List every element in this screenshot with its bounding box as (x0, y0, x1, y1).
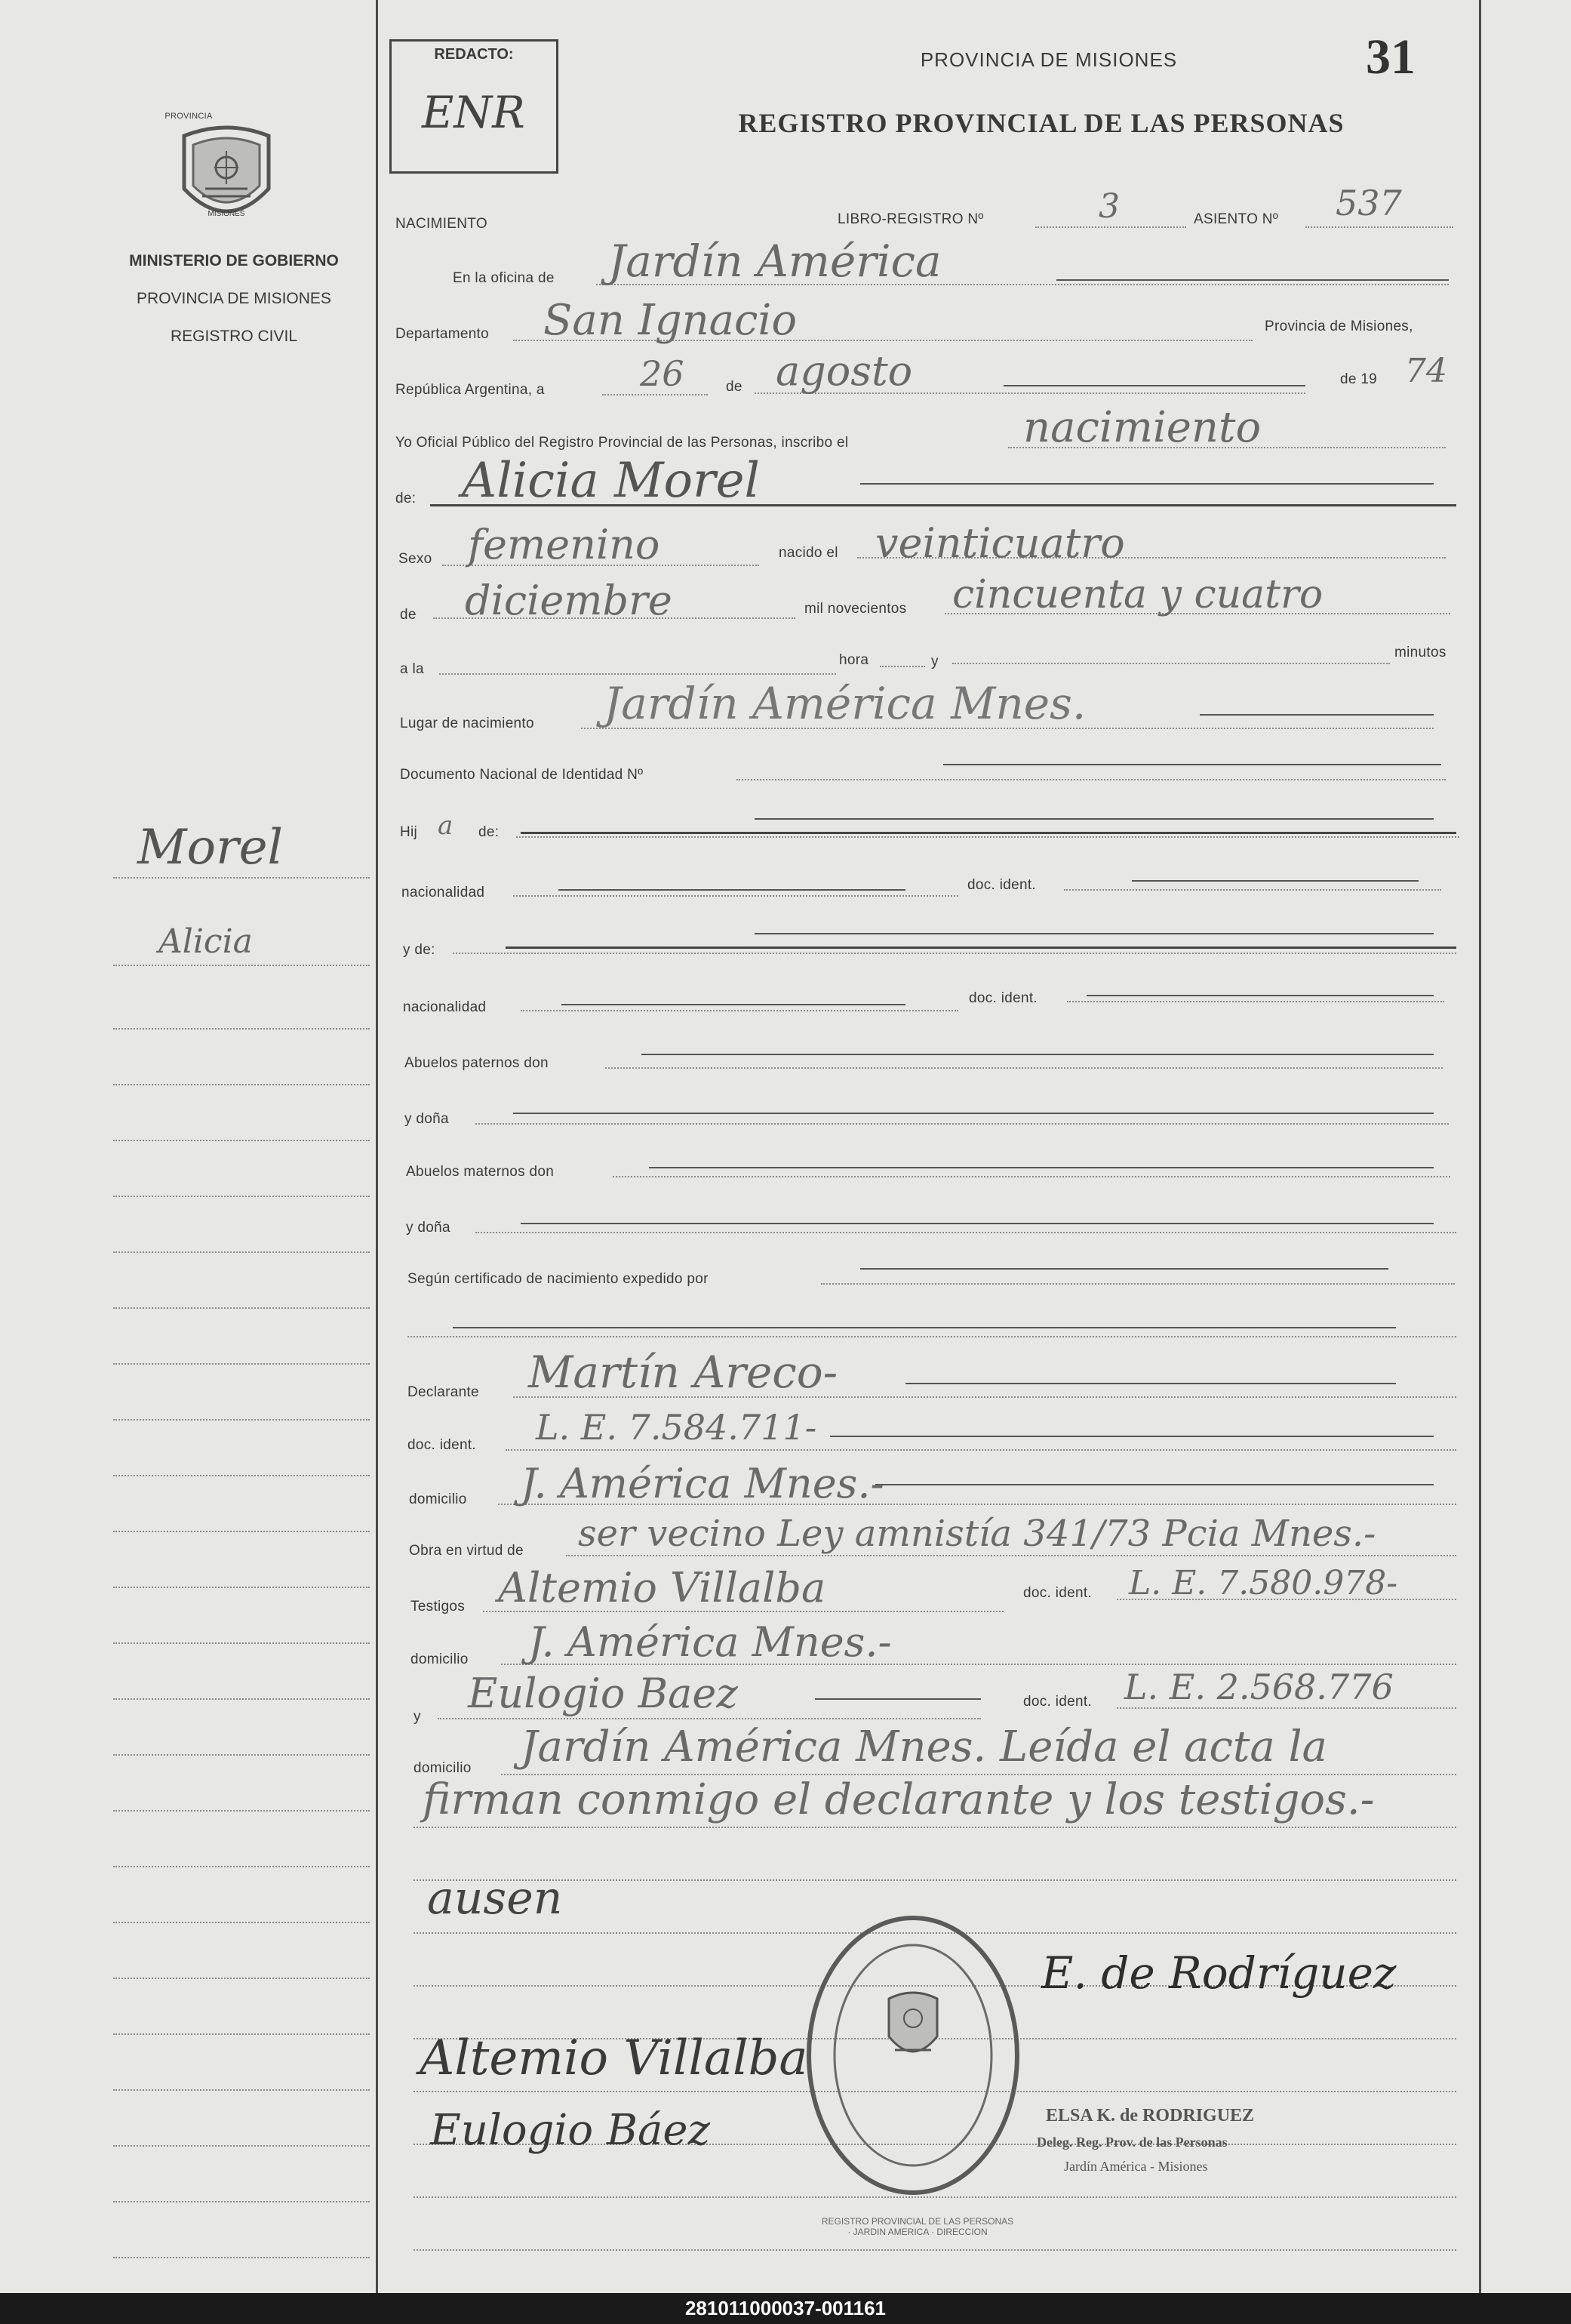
sidebar-surname: Morel (137, 820, 283, 876)
month-value: agosto (776, 347, 913, 395)
nacionalidad-label-2: nacionalidad (403, 999, 487, 1015)
sexo-value: femenino (468, 521, 660, 568)
domicilio-value-3: Jardín América Mnes. Leída el acta la (521, 1722, 1327, 1771)
ala-label: a la (400, 661, 424, 677)
asiento-value: 537 (1336, 183, 1402, 223)
official-signature: E. de Rodríguez (1041, 1947, 1397, 1999)
departamento-value: San Ignacio (543, 296, 798, 345)
page-number: 31 (1366, 29, 1416, 85)
page-title: REGISTRO PROVINCIAL DE LAS PERSONAS (738, 108, 1345, 138)
de-label: de (726, 379, 742, 395)
hij-label: Hij (400, 824, 418, 840)
y-de-label: y de: (403, 942, 435, 958)
provincia-suffix: Provincia de Misiones, (1265, 319, 1413, 334)
redacto-box (389, 39, 558, 174)
certificado-label: Según certificado de nacimiento expedido por (407, 1271, 709, 1287)
section-label: NACIMIENTO (395, 216, 487, 232)
sidebar-province-label: PROVINCIA DE MISIONES (137, 290, 331, 307)
lugar-label: Lugar de nacimiento (400, 716, 534, 731)
anio-nac-value: cincuenta y cuatro (952, 572, 1324, 617)
mes-nac-value: diciembre (465, 577, 672, 624)
official-seal-icon (800, 1908, 1026, 2202)
seal-text: REGISTRO PROVINCIAL DE LAS PERSONAS · JARDIN AMERICA · DIRECCION (821, 2216, 1014, 2237)
departamento-label: Departamento (395, 326, 490, 342)
header-province: PROVINCIA DE MISIONES (920, 48, 1178, 71)
abuelos-paternos-label: Abuelos paternos don (404, 1055, 549, 1071)
declarante-doc-value: L. E. 7.584.711- (536, 1407, 817, 1448)
oficina-value: Jardín América (608, 235, 942, 287)
lugar-value: Jardín América Mnes. (604, 678, 1087, 729)
ministry-label: MINISTERIO DE GOBIERNO (129, 252, 339, 269)
sexo-label: Sexo (398, 551, 432, 567)
asiento-label: ASIENTO Nº (1194, 211, 1278, 227)
inscribo-value: nacimiento (1023, 403, 1262, 452)
domicilio-value-2: J. América Mnes.- (528, 1618, 892, 1666)
year-value: 74 (1405, 352, 1447, 390)
testigo2-doc-value: L. E. 2.568.776 (1124, 1667, 1394, 1707)
sidebar-office-label: REGISTRO CIVIL (170, 328, 298, 345)
crest-text-top: PROVINCIA (164, 112, 213, 121)
doc-ident-label-4: doc. ident. (1023, 1585, 1092, 1601)
libro-label: LIBRO-REGISTRO Nº (838, 211, 984, 227)
hij-suffix: a (438, 811, 453, 841)
domicilio-label-1: domicilio (409, 1491, 467, 1507)
dni-label: Documento Nacional de Identidad Nº (400, 767, 644, 783)
testigo1-value: Altemio Villalba (498, 1564, 826, 1611)
document-id-footer: 281011000037-001161 (0, 2293, 1571, 2324)
declarante-value: Martín Areco- (528, 1347, 838, 1398)
crest-text-bottom: MISIONES (208, 210, 245, 218)
mil-label: mil novecientos (804, 601, 907, 617)
y-dona-label-1: y doña (404, 1111, 449, 1127)
nacionalidad-label-1: nacionalidad (401, 885, 485, 900)
domicilio-label-2: domicilio (410, 1651, 469, 1667)
domicilio-value-1: J. América Mnes.- (521, 1460, 884, 1507)
oficina-label: En la oficina de (453, 270, 555, 286)
obra-label: Obra en virtud de (409, 1543, 524, 1559)
redacto-initials: ENR (422, 87, 525, 138)
doc-ident-label-5: doc. ident. (1023, 1694, 1092, 1710)
official-title: Deleg. Reg. Prov. de las Personas (1037, 2135, 1228, 2150)
libro-value: 3 (1099, 187, 1120, 226)
doc-ident-label-1: doc. ident. (967, 877, 1036, 893)
y-label: y (931, 654, 939, 669)
witness1-signature: Altemio Villalba (420, 2030, 808, 2086)
continuation-value: firman conmigo el declarante y los testigos.- (423, 1775, 1375, 1824)
redacto-label: REDACTO: (434, 46, 514, 63)
domicilio-label-3: domicilio (414, 1760, 472, 1776)
obra-value: ser vecino Ley amnistía 341/73 Pcia Mnes.- (578, 1513, 1376, 1555)
de2-label: de (400, 607, 417, 623)
hora-label: hora (839, 652, 869, 668)
testigo2-value: Eulogio Baez (468, 1670, 738, 1717)
minutos-label: minutos (1394, 645, 1446, 660)
day-value: 26 (640, 353, 684, 394)
y-dona-label-2: y doña (406, 1220, 450, 1236)
oficial-text: Yo Oficial Público del Registro Provincial de las Personas, inscribo el (395, 435, 849, 451)
year-prefix: de 19 (1340, 371, 1378, 387)
official-name: ELSA K. de RODRIGUEZ (1046, 2106, 1255, 2125)
testigos-label: Testigos (410, 1599, 466, 1614)
nacido-label: nacido el (779, 545, 838, 561)
doc-ident-label-2: doc. ident. (969, 990, 1038, 1006)
hij-de-label: de: (478, 824, 500, 840)
declarante-label: Declarante (407, 1384, 479, 1400)
witness2-signature: Eulogio Báez (430, 2106, 711, 2155)
y2-label: y (414, 1709, 421, 1725)
name-value: Alicia Morel (462, 453, 760, 509)
sidebar-given-name: Alicia (158, 922, 253, 961)
doc-ident-label-3: doc. ident. (407, 1437, 476, 1453)
de-colon-label: de: (395, 491, 417, 506)
republica-label: República Argentina, a (395, 382, 545, 398)
nacido-value: veinticuatro (875, 519, 1125, 567)
margin-column (0, 0, 378, 2293)
abuelos-maternos-label: Abuelos maternos don (406, 1164, 555, 1180)
official-location: Jardín América - Misiones (1064, 2159, 1208, 2174)
testigo1-doc-value: L. E. 7.580.978- (1129, 1564, 1398, 1602)
closing-mark: ausen (427, 1872, 563, 1925)
